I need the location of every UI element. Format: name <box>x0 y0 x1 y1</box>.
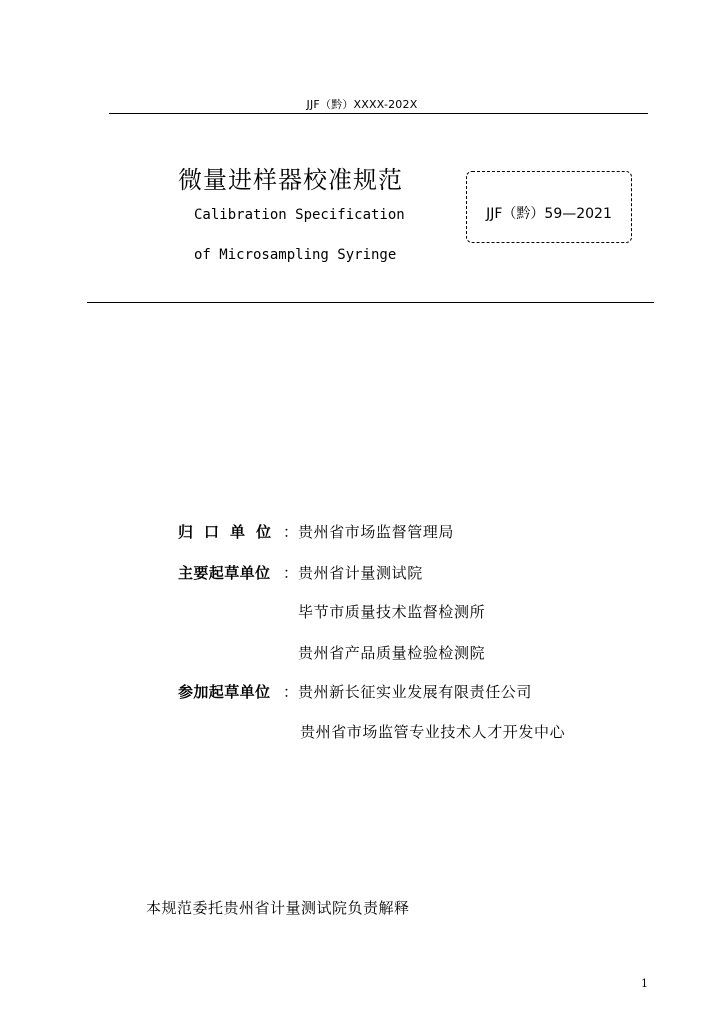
participating-drafting-unit-colon: ： <box>283 683 299 701</box>
responsible-unit-colon: ： <box>283 523 299 541</box>
document-title-english-line2: of Microsampling Syringe <box>194 247 397 263</box>
participating-drafting-unit-2: 贵州省市场监管专业技术人才开发中心 <box>300 723 566 741</box>
interpretation-note: 本规范委托贵州省计量测试院负责解释 <box>146 899 410 917</box>
participating-drafting-unit-1: 贵州新长征实业发展有限责任公司 <box>298 683 533 701</box>
title-divider <box>87 302 654 303</box>
responsible-unit-value: 贵州省市场监督管理局 <box>298 523 455 541</box>
main-drafting-unit-colon: ： <box>283 564 299 582</box>
document-title-chinese: 微量进样器校准规范 <box>178 166 403 194</box>
main-drafting-unit-label: 主要起草单位 <box>178 564 271 582</box>
page-number: 1 <box>641 977 648 990</box>
header-divider <box>109 113 648 114</box>
main-drafting-unit-2: 毕节市质量技术监督检测所 <box>298 603 486 621</box>
main-drafting-unit-1: 贵州省计量测试院 <box>298 564 423 582</box>
responsible-unit-label: 归口单位 <box>178 523 283 541</box>
document-number-box <box>466 171 632 243</box>
participating-drafting-unit-label: 参加起草单位 <box>178 683 271 701</box>
document-number: JJF（黔）59—2021 <box>486 206 612 222</box>
document-code-header: JJF（黔）XXXX-202X <box>306 98 418 111</box>
main-drafting-unit-3: 贵州省产品质量检验检测院 <box>298 644 486 662</box>
document-title-english-line1: Calibration Specification <box>194 207 405 223</box>
